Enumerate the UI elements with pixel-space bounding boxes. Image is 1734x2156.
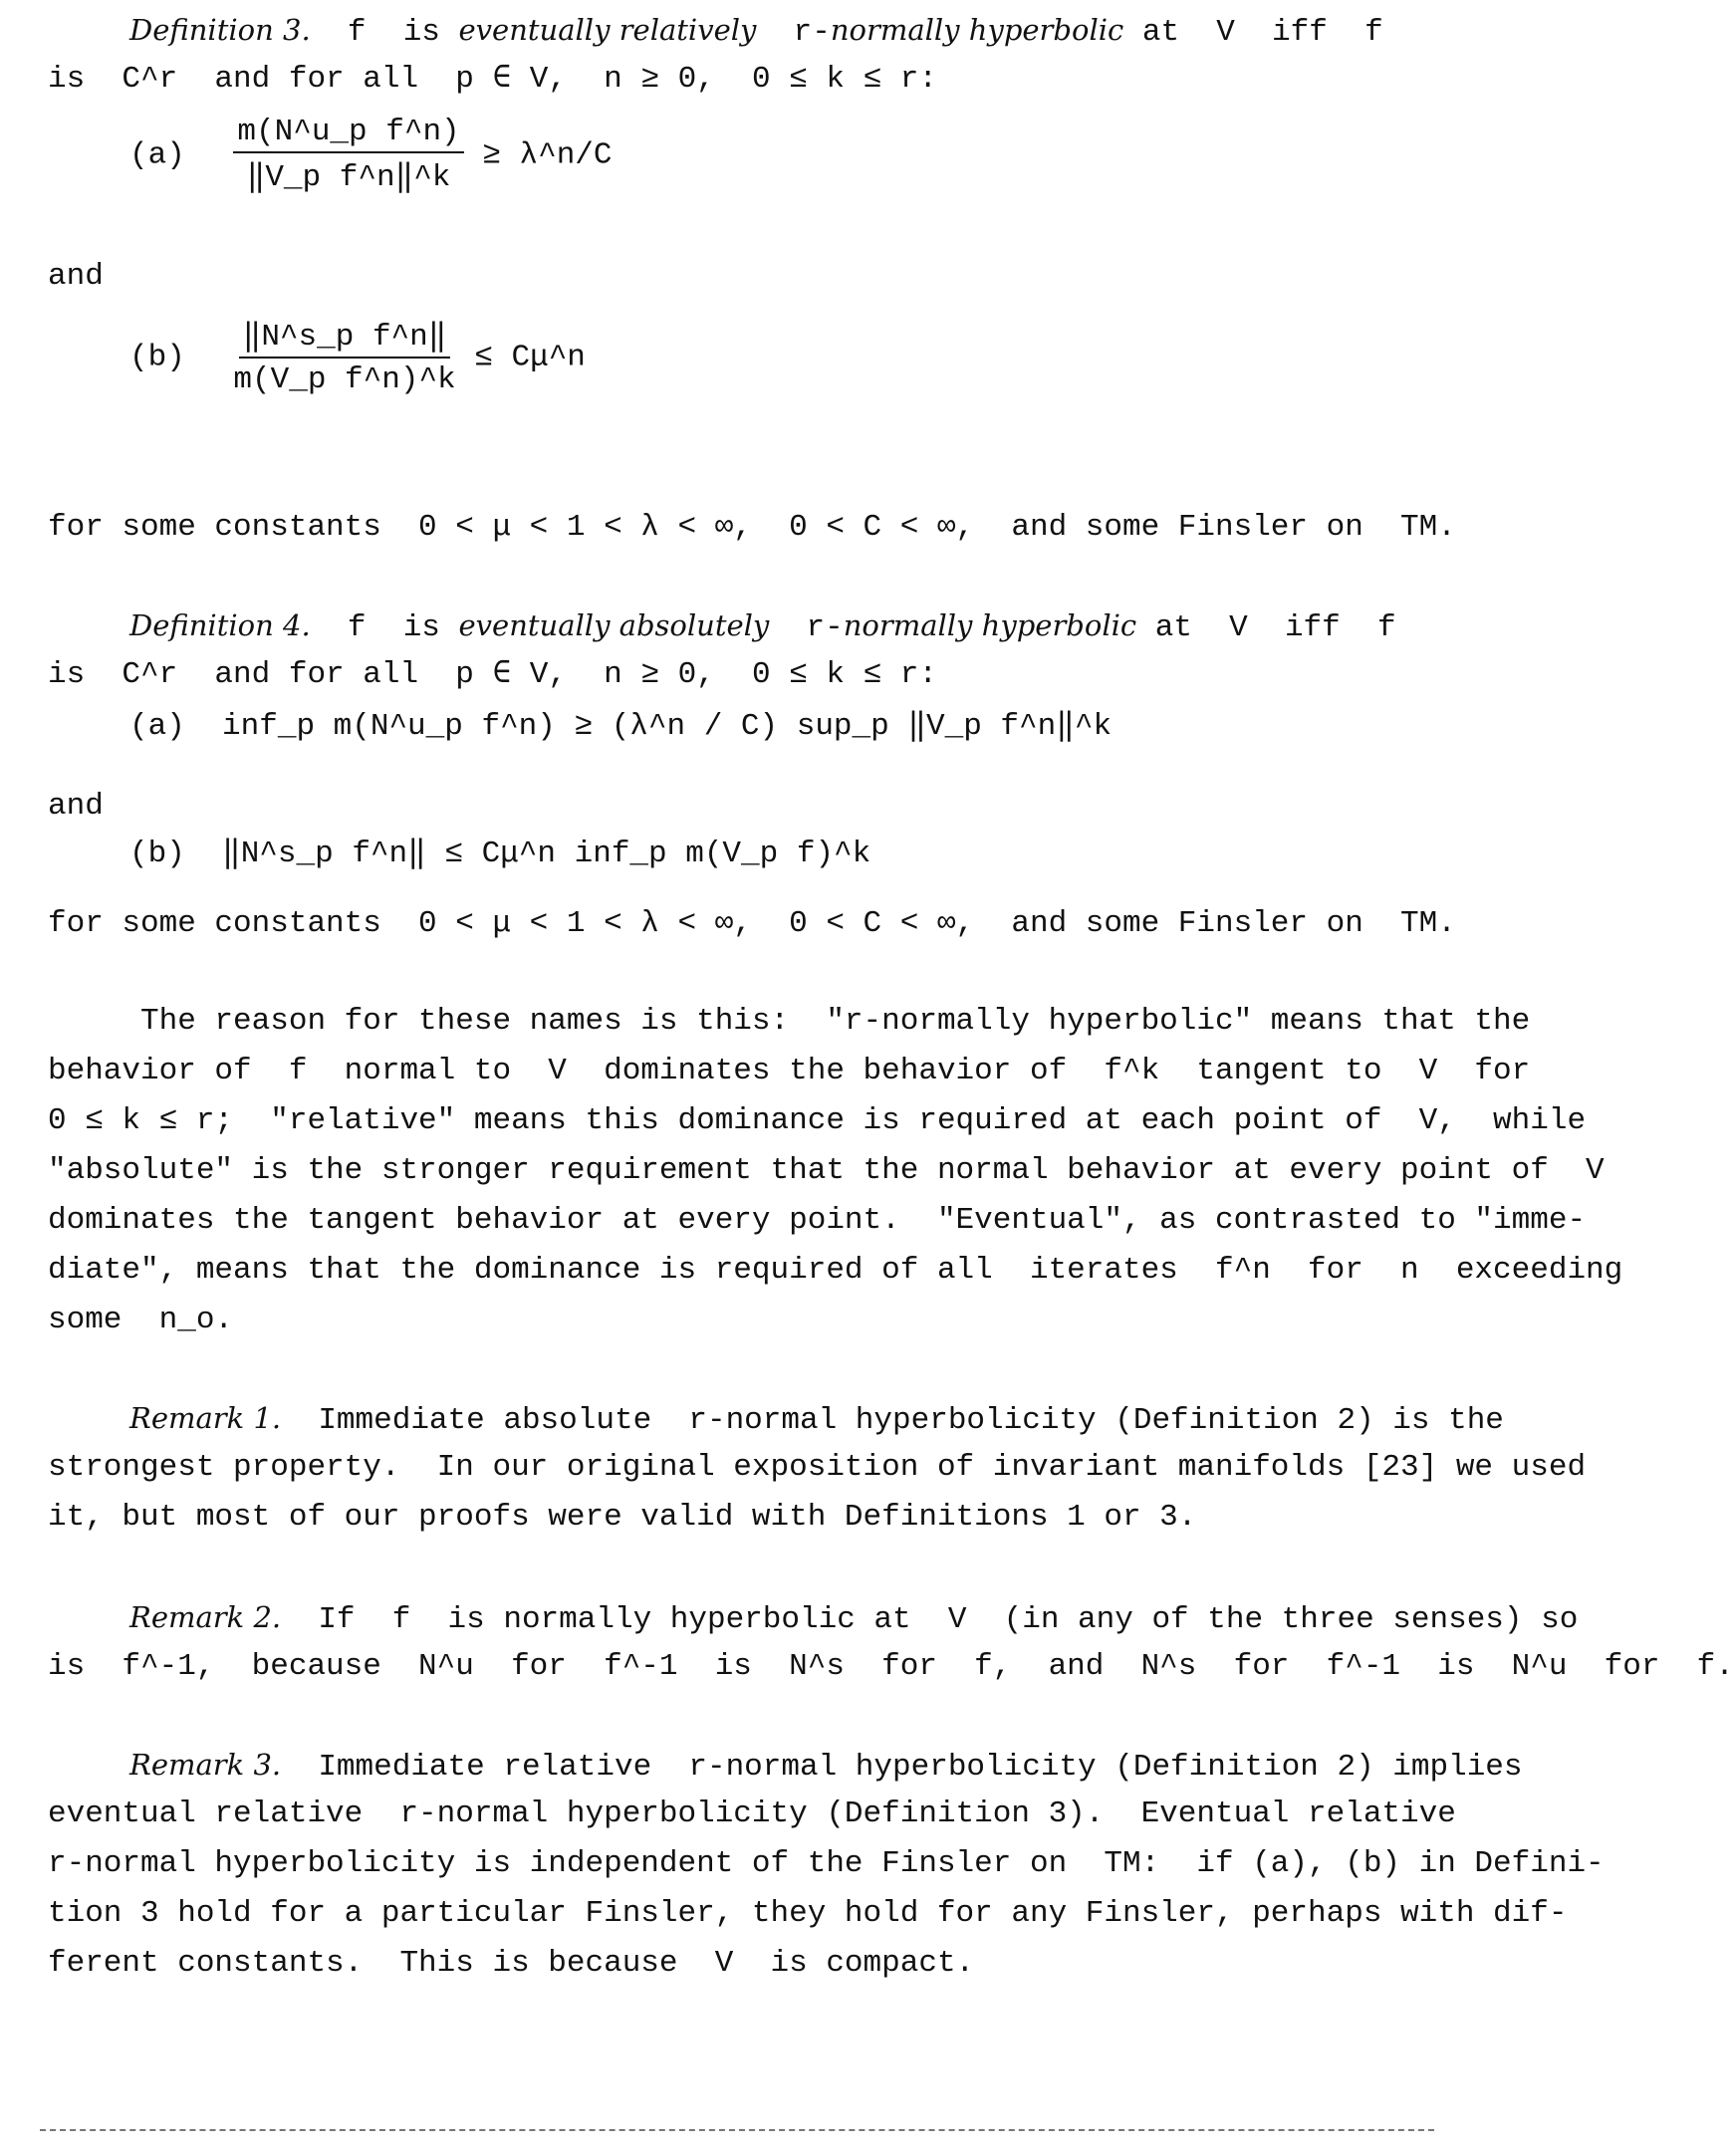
remark1-line1: Remark 1. Immediate absolute r-normal hyperbolicity (Definition 2) is the: [129, 1401, 1504, 1438]
remark3-line1: Remark 3. Immediate relative r-normal hyperbolicity (Definition 2) implies: [129, 1748, 1523, 1785]
remark3-line: tion 3 hold for a particular Finsler, they hold for any Finsler, perhaps with dif-: [48, 1896, 1568, 1931]
def3-formula-a: (a) $\frac{\text{m(N\textasciicircum{}u\_p f\textasciicircum{}n)}}{\text{‖V\_p f\textasciicircum{}n‖\textasciicircum{}k}}$ ≥ λ^n/C: [129, 115, 613, 195]
paragraph-line: 0 ≤ k ≤ r; "relative" means this dominance is required at each point of V, while: [48, 1103, 1587, 1138]
remark1-label: Remark 1.: [129, 1401, 282, 1435]
remark3-line: r-normal hyperbolicity is independent of the Finsler on TM: if (a), (b) in Defini-: [48, 1846, 1605, 1881]
def4-formula-a: (a) inf_p m(N^u_p f^n) ≥ (λ^n / C) sup_p ‖V_p f^n‖^k: [129, 709, 1113, 744]
remark1-line: strongest property. In our original exposition of invariant manifolds [23] we used: [48, 1450, 1587, 1485]
def4-line1: Definition 4. f is eventually absolutely r-normally hyperbolic at V iff f: [129, 608, 1396, 645]
def4-and: and: [48, 789, 104, 824]
def3-b-denominator: m(V_p f^n)^k: [233, 362, 456, 397]
remark2-line: is f^-1, because N^u for f^-1 is N^s for f, and N^s for f^-1 is N^u for f.: [48, 1649, 1734, 1684]
remark3-line: ferent constants. This is because V is compact.: [48, 1946, 975, 1981]
remark2-label: Remark 2.: [129, 1600, 282, 1634]
paragraph-line: some n_o.: [48, 1303, 234, 1337]
remark3-label: Remark 3.: [129, 1748, 282, 1782]
footer-rule: [40, 2129, 1434, 2131]
remark3-line: eventual relative r-normal hyperbolicity (Definition 3). Eventual relative: [48, 1797, 1456, 1831]
def3-label: Definition 3.: [129, 13, 311, 47]
def4-label: Definition 4.: [129, 608, 311, 642]
paragraph-line: behavior of f normal to V dominates the behavior of f^k tangent to V for: [48, 1054, 1531, 1088]
def3-a-denominator: ‖V_p f^n‖^k: [246, 160, 451, 195]
def3-closing: for some constants 0 < μ < 1 < λ < ∞, 0 < C < ∞, and some Finsler on TM.: [48, 510, 1456, 545]
def3-line2: is C^r and for all p ∈ V, n ≥ 0, 0 ≤ k ≤ r:: [48, 62, 938, 97]
def3-line1: Definition 3. f is eventually relatively r-normally hyperbolic at V iff f: [129, 13, 1383, 50]
def3-formula-b: (b) $\frac{\text{‖N\textasciicircum{}s\_p f\textasciicircum{}n‖}}{\text{m(V\_p f\textasciicircum{}n)\textasciicircum{}k}}$ ≤ Cμ^n: [129, 317, 586, 397]
paragraph-line: The reason for these names is this: "r-normally hyperbolic" means that the: [48, 1004, 1531, 1039]
def4-formula-b: (b) ‖N^s_p f^n‖ ≤ Cμ^n inf_p m(V_p f)^k: [129, 837, 871, 871]
remark2-line1: Remark 2. If f is normally hyperbolic at V (in any of the three senses) so: [129, 1600, 1579, 1637]
paragraph-line: "absolute" is the stronger requirement that the normal behavior at every point of V: [48, 1153, 1605, 1188]
def3-b-numerator: ‖N^s_p f^n‖: [239, 317, 451, 359]
paragraph-line: diate", means that the dominance is required of all iterates f^n for n exceeding: [48, 1253, 1623, 1288]
def4-line2: is C^r and for all p ∈ V, n ≥ 0, 0 ≤ k ≤ r:: [48, 657, 938, 692]
def3-a-numerator: m(N^u_p f^n): [233, 115, 463, 153]
remark1-line: it, but most of our proofs were valid with Definitions 1 or 3.: [48, 1500, 1197, 1535]
def3-and: and: [48, 259, 104, 294]
def4-closing: for some constants 0 < μ < 1 < λ < ∞, 0 < C < ∞, and some Finsler on TM.: [48, 906, 1456, 941]
paragraph-line: dominates the tangent behavior at every point. "Eventual", as contrasted to "imme-: [48, 1203, 1587, 1238]
